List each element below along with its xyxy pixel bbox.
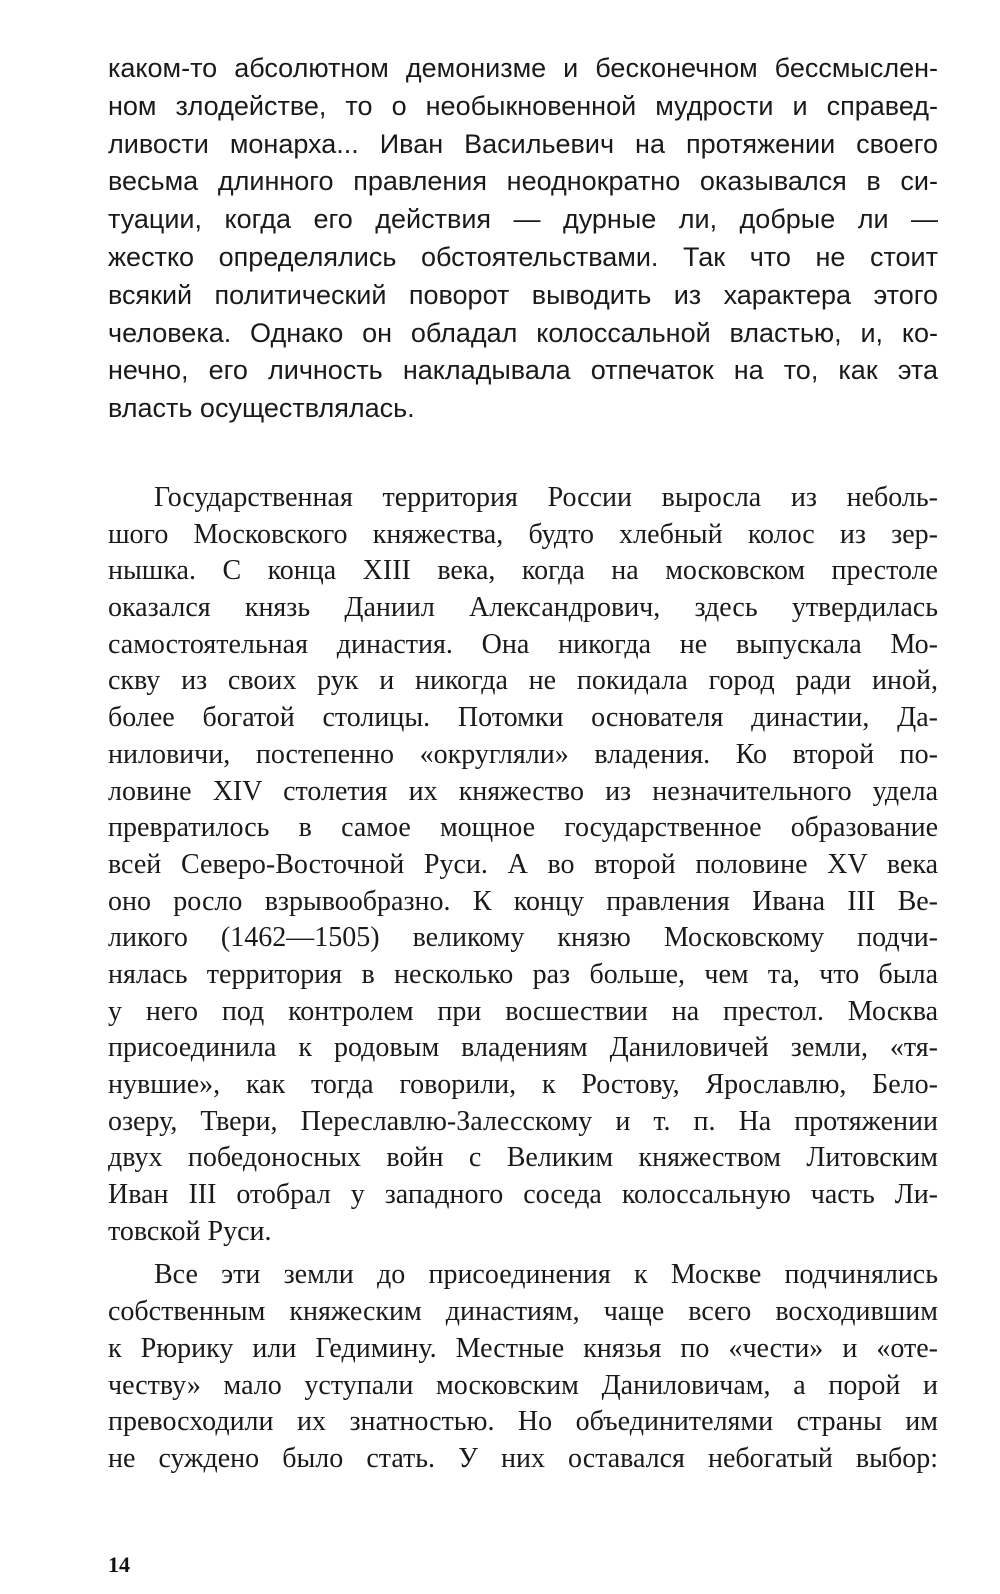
paragraph-2 xyxy=(108,1257,938,1477)
text-line: более богатой столицы. Потомки основателя династии, Да- xyxy=(108,702,938,734)
text-line: туации, когда его действия — дурные ли, добрые ли — xyxy=(108,204,938,235)
text-line: ловине XIV столетия их княжество из незначительного удела xyxy=(108,775,938,807)
text-line: не суждено было стать. У них оставался небогатый выбор: xyxy=(108,1442,938,1474)
text-line: присоединила к родовым владениям Даниловичей земли, «тя- xyxy=(108,1032,938,1064)
text-line: Все эти земли до присоединения к Москве подчинялись xyxy=(154,1259,938,1291)
text-line: превосходили их знатностью. Но объединителями страны им xyxy=(108,1406,938,1438)
text-line: всей Северо-Восточной Руси. А во второй половине XV века xyxy=(108,848,938,880)
text-line: нечно, его личность накладывала отпечаток на то, как эта xyxy=(108,355,938,386)
text-line: оказался князь Даниил Александрович, здесь утвердилась xyxy=(108,592,938,624)
text-line: Иван III отобрал у западного соседа колоссальную часть Ли- xyxy=(108,1179,938,1211)
text-line: человека. Однако он обладал колоссальной властью, и, ко- xyxy=(108,317,938,348)
text-line: нувшие», как тогда говорили, к Ростову, Ярославлю, Бело- xyxy=(108,1069,938,1100)
text-line: двух победоносных войн с Великим княжеством Литовским xyxy=(108,1142,938,1174)
text-line: самостоятельная династия. Она никогда не выпускала Мо- xyxy=(108,628,938,660)
text-line: весьма длинного правления неоднократно оказывался в си- xyxy=(108,166,938,197)
text-line: ниловичи, постепенно «округляли» владения. Ко второй по- xyxy=(108,738,938,770)
text-line: озеру, Твери, Переславлю-Залесскому и т. п. На протяжении xyxy=(108,1105,938,1137)
text-line: товской Руси. xyxy=(108,1215,272,1247)
text-line: нышка. С конца XIII века, когда на московском престоле xyxy=(108,555,938,587)
text-line: шого Московского княжества, будто хлебный колос из зер- xyxy=(108,518,938,550)
section-body xyxy=(108,480,938,1478)
text-line: у него под контролем при восшествии на престол. Москва xyxy=(108,995,938,1027)
text-line: ликого (1462—1505) великому князю Московскому подчи- xyxy=(108,922,938,954)
paragraph-1 xyxy=(108,480,938,1250)
page-number: 14 xyxy=(108,1552,130,1577)
text-line: ном злодействе, то о необыкновенной мудрости и справед- xyxy=(108,90,938,121)
text-line: Государственная территория России выросла из неболь- xyxy=(154,482,938,513)
text-line: каком-то абсолютном демонизме и бесконечном бессмыслен- xyxy=(108,53,938,83)
text-line: к Рюрику или Гедимину. Местные князья по «чести» и «оте- xyxy=(108,1332,938,1364)
text-line: всякий политический поворот выводить из характера этого xyxy=(108,279,938,310)
continuation-paragraph xyxy=(108,50,938,428)
text-line: превратилось в самое мощное государственное образование xyxy=(108,812,938,844)
text-line: власть осуществлялась. xyxy=(108,393,415,424)
text-line: жестко определялись обстоятельствами. Так что не стоит xyxy=(108,241,938,272)
text-line: честву» мало уступали московским Даниловичам, а порой и xyxy=(108,1369,938,1401)
text-line: собственным княжеским династиям, чаще всего восходившим xyxy=(108,1296,938,1328)
text-line: нялась территория в несколько раз больше, чем та, что была xyxy=(108,958,938,990)
text-line: скву из своих рук и никогда не покидала город ради иной, xyxy=(108,665,938,697)
text-line: оно росло взрывообразно. К концу правления Ивана III Ве- xyxy=(108,885,938,917)
text-line: ливости монарха... Иван Васильевич на протяжении своего xyxy=(108,128,938,159)
